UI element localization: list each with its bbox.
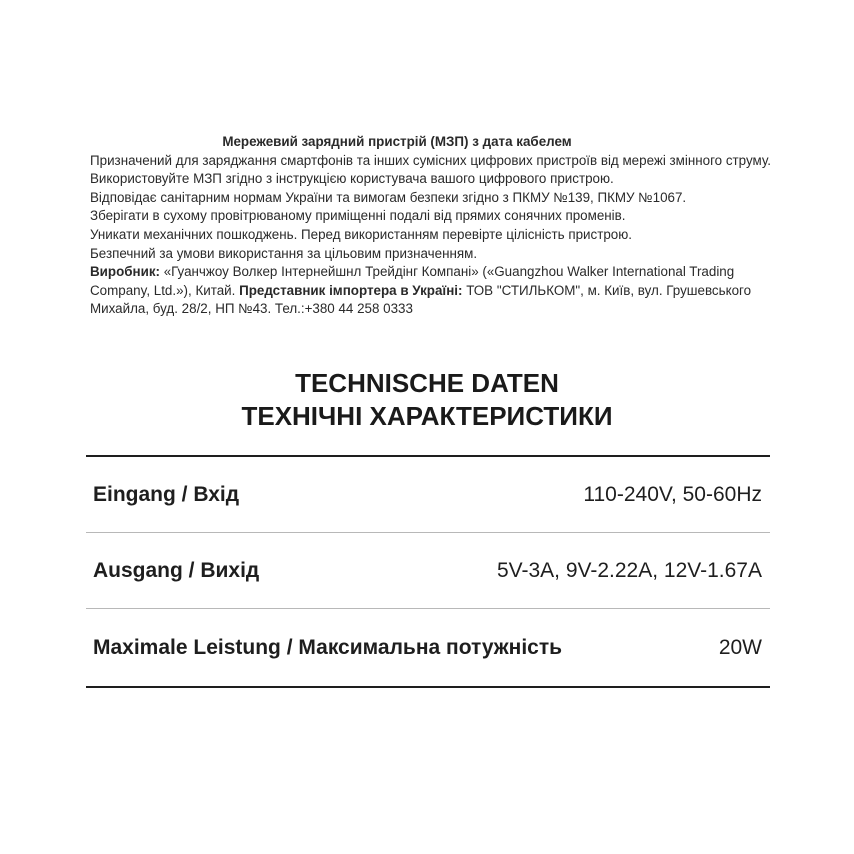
manufacturer-text: «Гуанчжоу Волкер Інтернейшнл Трейдінг Компані» («Guangzhou Walker International Trading Company, Ltd.»), Китай. [90, 264, 735, 298]
importer-label: Представник імпортера в Україні: [239, 282, 463, 298]
spec-label: Ausgang / Вихід [93, 558, 260, 582]
manufacturer-info [90, 263, 780, 319]
manufacturer-label: Виробник: [90, 264, 161, 280]
spec-value: 20W [718, 635, 762, 659]
spec-table [86, 455, 770, 688]
notice-line: Використовуйте МЗП згідно з інструкцією користувача вашого цифрового пристрою. [90, 171, 614, 187]
notice-purpose: Призначений для заряджання смартфонів та інших сумісних цифрових пристроїв від мережі змінного струму. [90, 152, 771, 168]
notice-heading: Мережевий зарядний пристрій (МЗП) з дата кабелем [222, 134, 572, 149]
notice-line: Безпечний за умови використання за цільовим призначенням. [90, 245, 478, 261]
product-notice [90, 133, 780, 319]
spec-row-input [86, 457, 770, 533]
spec-row-output [86, 533, 770, 609]
spec-value: 110-240V, 50-60Hz [583, 482, 762, 506]
notice-line: Зберігати в сухому провітрюваному приміщенні подалі від прямих сонячних променів. [90, 208, 626, 224]
spec-row-max-power [86, 609, 770, 686]
notice-line: Уникати механічних пошкоджень. Перед використанням перевірте цілісність пристрою. [90, 226, 632, 242]
specs-title [0, 367, 854, 433]
spec-label: Maximale Leistung / Максимальна потужність [93, 635, 563, 659]
notice-line: Відповідає санітарним нормам України та вимогам безпеки згідно з ПКМУ №139, ПКМУ №1067. [90, 189, 687, 205]
spec-label: Eingang / Вхід [93, 482, 240, 506]
importer-text: ТОВ "СТИЛЬКОМ", м. Київ, вул. Грушевського Михайла, буд. 28/2, НП №43. Тел.:+380 44 258 0333 [90, 282, 752, 317]
specs-title-de: TECHNISCHE DATEN [295, 368, 559, 398]
specs-title-ua: ТЕХНІЧНІ ХАРАКТЕРИСТИКИ [241, 401, 613, 431]
spec-value: 5V-3A, 9V-2.22A, 12V-1.67A [496, 558, 762, 582]
